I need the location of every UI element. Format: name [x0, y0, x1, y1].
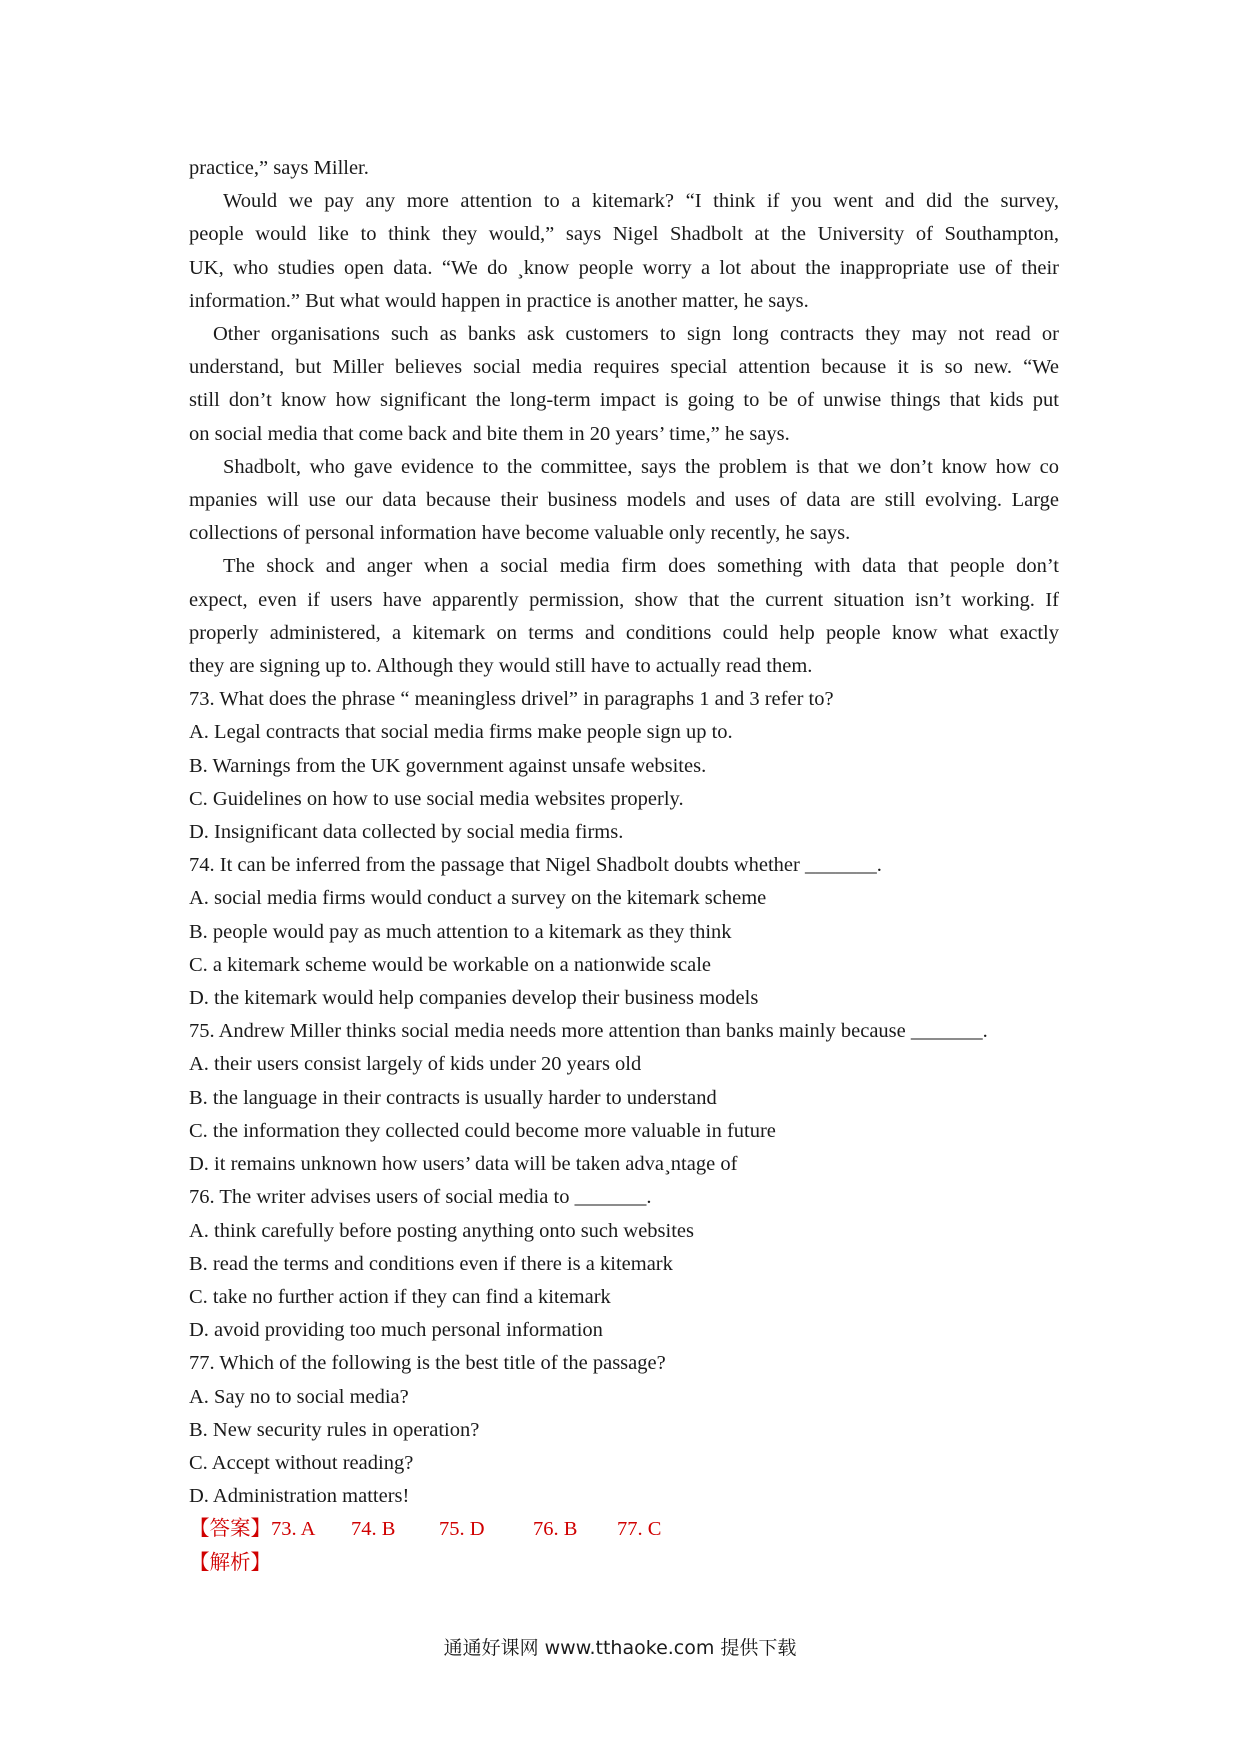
option-c: C. take no further action if they can find a kitemark: [189, 1285, 611, 1308]
document-page: [189, 152, 1059, 1580]
text-line: people would like to think they would,” says Nigel Shadbolt at the University of Southampton,: [189, 223, 1059, 246]
option-c: C. Guidelines on how to use social media websites properly.: [189, 787, 684, 810]
analysis-label: 【解析】: [189, 1551, 271, 1574]
option-d: D. it remains unknown how users’ data will be taken adva¸ntage of: [189, 1153, 738, 1176]
text-line: practice,” says Miller.: [189, 157, 369, 179]
option-b: B. read the terms and conditions even if there is a kitemark: [189, 1252, 673, 1275]
text-line: understand, but Miller believes social media requires special attention because it is so new. “We: [189, 356, 1059, 379]
text-line: on social media that come back and bite them in 20 years’ time,” he says.: [189, 422, 790, 445]
question-75: [189, 1015, 1059, 1181]
answer-key: [189, 1513, 1059, 1546]
question-stem: 74. It can be inferred from the passage that Nigel Shadbolt doubts whether _______.: [189, 854, 882, 877]
page-footer: 通通好课网 www.tthaoke.com 提供下载: [443, 1637, 797, 1659]
paragraph-continuation: [189, 152, 1059, 185]
text-line: mpanies will use our data because their business models and uses of data are still evolving. Large: [189, 489, 1059, 512]
option-b: B. people would pay as much attention to a kitemark as they think: [189, 920, 732, 943]
option-d: D. Administration matters!: [189, 1485, 410, 1508]
option-b: B. the language in their contracts is usually harder to understand: [189, 1086, 717, 1109]
paragraph-2: [189, 185, 1059, 318]
question-74: [189, 849, 1059, 1015]
option-d: D. avoid providing too much personal information: [189, 1319, 603, 1342]
question-stem: 76. The writer advises users of social media to _______.: [189, 1186, 652, 1209]
text-line: collections of personal information have become valuable only recently, he says.: [189, 522, 851, 545]
option-c: C. Accept without reading?: [189, 1451, 414, 1474]
option-b: B. New security rules in operation?: [189, 1418, 480, 1441]
option-d: D. Insignificant data collected by social media firms.: [189, 821, 624, 844]
question-77: [189, 1347, 1059, 1513]
text-line: Shadbolt, who gave evidence to the committee, says the problem is that we don’t know how co: [223, 455, 1059, 478]
answer-item: 77. C: [617, 1518, 662, 1541]
option-a: A. think carefully before posting anything onto such websites: [189, 1219, 694, 1242]
text-line: they are signing up to. Although they would still have to actually read them.: [189, 655, 813, 678]
text-line: properly administered, a kitemark on terms and conditions could help people know what exactly: [189, 621, 1059, 644]
question-stem: 73. What does the phrase “ meaningless drivel” in paragraphs 1 and 3 refer to?: [189, 688, 834, 711]
text-line: UK, who studies open data. “We do ¸know people worry a lot about the inappropriate use of their: [189, 256, 1059, 279]
paragraph-4: [189, 451, 1059, 551]
text-line: Other organisations such as banks ask customers to sign long contracts they may not read or: [213, 323, 1059, 346]
option-a: A. social media firms would conduct a survey on the kitemark scheme: [189, 887, 767, 910]
paragraph-5: [189, 550, 1059, 683]
answer-label: 【答案】: [189, 1518, 271, 1541]
question-73: [189, 683, 1059, 849]
text-line: expect, even if users have apparently permission, show that the current situation isn’t working. If: [189, 588, 1059, 611]
question-stem: 77. Which of the following is the best title of the passage?: [189, 1352, 666, 1375]
option-a: A. Legal contracts that social media firms make people sign up to.: [189, 721, 733, 744]
text-line: information.” But what would happen in practice is another matter, he says.: [189, 289, 809, 312]
answer-item: 75. D: [439, 1518, 485, 1541]
answer-item: 73. A: [271, 1518, 316, 1541]
option-c: C. a kitemark scheme would be workable on a nationwide scale: [189, 953, 712, 976]
question-stem: 75. Andrew Miller thinks social media needs more attention than banks mainly because _______.: [189, 1020, 988, 1043]
option-c: C. the information they collected could become more valuable in future: [189, 1119, 776, 1142]
answer-item: 74. B: [351, 1518, 396, 1541]
paragraph-3: [189, 318, 1059, 451]
question-76: [189, 1181, 1059, 1347]
option-d: D. the kitemark would help companies develop their business models: [189, 987, 759, 1010]
text-line: still don’t know how significant the long-term impact is going to be of unwise things that kids put: [189, 389, 1059, 412]
option-b: B. Warnings from the UK government against unsafe websites.: [189, 754, 707, 777]
option-a: A. their users consist largely of kids under 20 years old: [189, 1053, 642, 1076]
answer-item: 76. B: [533, 1518, 578, 1541]
text-line: The shock and anger when a social media firm does something with data that people don’t: [223, 555, 1059, 578]
text-line: Would we pay any more attention to a kitemark? “I think if you went and did the survey,: [223, 190, 1059, 213]
option-a: A. Say no to social media?: [189, 1385, 409, 1408]
